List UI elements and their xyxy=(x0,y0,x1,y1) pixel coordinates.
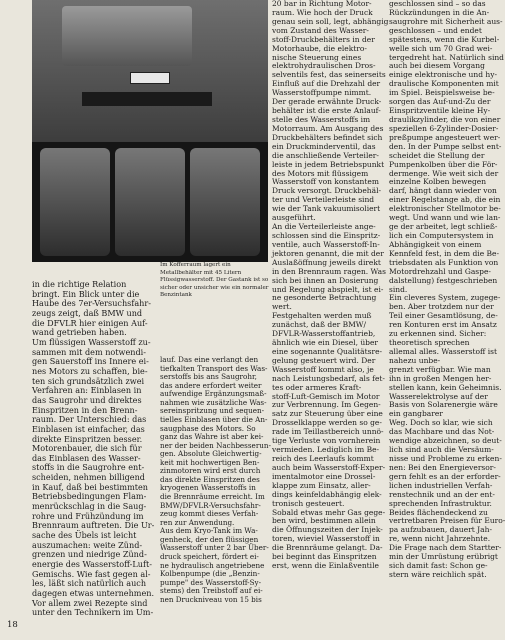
text-line: stoffs in die Saugrohre ent- xyxy=(32,462,145,473)
text-line: draulische Komponenten mit xyxy=(389,79,499,89)
text-line: ren Konturen erst im Ansatz xyxy=(389,320,497,330)
text-line: kryogenen Wasserstoffs in xyxy=(160,483,256,493)
text-line: Festgehalten werden muß xyxy=(272,311,372,321)
bmw-hydrogen-car-photo xyxy=(32,0,268,262)
text-line: An die Verteilerleiste ange- xyxy=(272,222,376,232)
text-line: spätestens, wenn die Kurbel- xyxy=(389,34,500,44)
text-column-2 xyxy=(160,356,272,604)
text-line: pa aufzubauen, dauert Jah- xyxy=(389,525,493,535)
text-line: auch beim Wasserstoff-Exper- xyxy=(272,462,386,472)
text-line: Brennraum auftreten. Die Ur- xyxy=(32,520,155,531)
text-line: tes oder armeres Kraft- xyxy=(272,382,362,392)
text-line: vom Zustand des Wasser- xyxy=(272,25,369,35)
text-line: Wasserstoffpumpe nimmt. xyxy=(272,88,372,98)
text-line: re, wenn nicht Jahrzehnte. xyxy=(389,534,491,544)
text-line: Die Frage nach dem Startter- xyxy=(389,543,502,553)
text-line: nahezu unbe- xyxy=(389,355,441,365)
text-line: Abhängigkeit von einem xyxy=(389,239,482,249)
text-line: zinmotoren wird erst durch xyxy=(160,466,261,476)
text-line: wegt. Und wann und wie lan- xyxy=(389,213,501,223)
text-line: Kennfeld fest, in dem die Be- xyxy=(389,248,499,258)
text-line: preßpumpe angesteuert wer- xyxy=(389,132,501,142)
text-line: Wasserstoff kommt also, je xyxy=(272,364,374,374)
text-line: Drosselklappe werden so ge- xyxy=(272,418,382,428)
text-line: rohre und Frühzündung im xyxy=(32,510,144,521)
text-line: unter den Technikern im Um- xyxy=(32,607,154,618)
text-line: pumpe" des Wasserstoff-Sy- xyxy=(160,577,262,587)
text-line: selventils fest, das seinerseits xyxy=(272,70,386,80)
text-line: die Brennräume erreicht. Im xyxy=(160,492,265,501)
text-line: ihn in großen Mengen her- xyxy=(389,373,492,383)
text-line: sich bei ihnen an Dosierung xyxy=(272,275,379,285)
text-line: die Öffnungszeiten der Injek- xyxy=(272,525,383,535)
text-line: vermieden. Lediglich im Be- xyxy=(272,445,380,455)
text-line: Verfahren an: Einblasen in xyxy=(32,385,142,396)
text-line: ganz das Wahre ist aber kei- xyxy=(160,432,264,442)
text-line: das direkte Einspritzen des xyxy=(160,474,260,484)
text-line: Basis von Solarenergie wäre xyxy=(389,400,498,410)
text-line: stellen kann, kein Geheimnis. xyxy=(389,382,502,392)
text-line: genheck, der den flüssigen xyxy=(160,534,259,544)
license-plate xyxy=(130,72,170,84)
text-line: BMW/DFVLR-Versuchsfahr- xyxy=(160,500,261,510)
text-line: Gemischs. Wie fast gegen al- xyxy=(32,568,151,579)
text-line: ein Druckminderventil, das xyxy=(272,141,376,151)
text-line: jektoren genannt, die mit der xyxy=(272,248,384,258)
text-line: Weg. Doch so klar, wie sich xyxy=(389,418,493,428)
text-line: ren zur Anwendung. xyxy=(160,517,235,527)
text-line: min der Umrüstung erübrigt xyxy=(389,552,498,562)
text-line: serstoffs bis ans Saugrohr, xyxy=(160,372,257,382)
text-line: satz zur Steuerung über eine xyxy=(272,409,383,419)
text-line: geschlossen – und endet xyxy=(389,25,482,35)
text-line: klappe zum Einsatz, aller- xyxy=(272,480,371,490)
text-line: erst, wenn die Einlaßventile xyxy=(272,561,379,571)
text-line: zu erkennen sind. Sicher: xyxy=(389,329,487,339)
text-line: gelung gesteuert wird. Der xyxy=(272,355,376,365)
text-line: auszumachen: weite Zünd- xyxy=(32,539,143,550)
text-line: ben. Aber trotzdem nur der xyxy=(389,302,494,312)
text-line: ne gesonderte Betrachtung xyxy=(272,293,377,303)
text-line: raum. Wie hoch der Druck xyxy=(272,7,373,17)
text-line: genau sein soll, legt, abhängig xyxy=(272,16,389,26)
text-line: das Einblasen des Wasser- xyxy=(32,452,141,463)
text-line: im Spiel. Beispielsweise be- xyxy=(389,88,495,98)
text-line: draulikzylinder, die von einer xyxy=(389,114,501,124)
text-line: nach Leistungsbedarf, als fet- xyxy=(272,373,385,383)
text-line: Einblasen ist einfacher, das xyxy=(32,423,145,434)
text-line: ein gangbarer xyxy=(389,409,443,419)
text-line: tiefkalten Transport des Was- xyxy=(160,363,268,373)
text-line: geschlossen sind – so das xyxy=(389,0,486,8)
text-line: menrückschlag in die Saug- xyxy=(32,501,147,512)
text-line: tielles Einblasen über die An- xyxy=(160,414,268,424)
text-line: des Motors mit flüssigem xyxy=(272,168,369,178)
text-line: in den Brennraum ragen. Was xyxy=(272,266,386,276)
text-line: stoff-Druckbehälters in der xyxy=(272,34,375,44)
text-line: nen Druckniveau von 15 bis xyxy=(160,594,262,604)
text-line: ben wird, bestimmen allein xyxy=(272,516,376,526)
text-line: Rückzündungen in die An- xyxy=(389,7,490,17)
text-line: stoff-Luft-Gemisch im Motor xyxy=(272,391,380,401)
text-line: sind. xyxy=(389,284,408,294)
open-trunk-tank xyxy=(62,6,192,66)
text-line: gen. Absolute Gleichwertig- xyxy=(160,449,262,459)
text-line: ner der beiden Nachbesserun- xyxy=(160,440,271,450)
text-line: scheidet die Stellung der xyxy=(389,150,485,160)
text-line: allemal alles. Wasserstoff ist xyxy=(389,346,497,356)
text-line: imentalmotor eine Drossel- xyxy=(272,471,376,481)
text-line: Einfluß auf die Drehzahl der xyxy=(272,79,381,89)
text-line: stern wäre reichlich spät. xyxy=(389,570,487,579)
text-line: dings keinfeldabhängig elek- xyxy=(272,489,382,499)
text-line: nisse und Probleme zu erken- xyxy=(389,454,502,464)
text-line: dagegen etwas unternehmen. xyxy=(32,588,155,598)
text-line: saugrohre mit Sicherheit aus- xyxy=(389,16,503,26)
text-line: Der gerade erwähnte Druck- xyxy=(272,97,382,107)
text-line: Motorenbauer, die sich für xyxy=(32,443,142,454)
text-line: ne hydraulisch angetriebene xyxy=(160,560,265,570)
text-line: Einspritzventile kleine Hy- xyxy=(389,106,491,116)
text-line: den. In der Pumpe selbst ent- xyxy=(389,141,502,151)
text-line: behälter ist die erste Anlauf- xyxy=(272,106,381,116)
text-line: welle sich um 70 Grad wei- xyxy=(389,43,493,53)
text-line: bei beginnt das Einspritzen xyxy=(272,552,377,562)
text-line: reich des Leerlaufs kommt xyxy=(272,454,374,464)
text-line: vertretbaren Preisen für Euro- xyxy=(389,516,505,526)
text-line: Vor allem zwei Rezepte sind xyxy=(32,597,148,608)
text-line: tergedreht hat. Natürlich sind xyxy=(389,52,504,62)
text-line: das Saugrohr und direktes xyxy=(32,394,142,405)
text-line: scheiden, nehmen billigend xyxy=(32,472,145,483)
text-line: sprechenden Infrastruktur. xyxy=(389,498,492,508)
page-number: 18 xyxy=(7,620,18,630)
text-line: zunächst, daß der BMW/ xyxy=(272,320,367,330)
text-line: nes Motors zu schaffen, bie- xyxy=(32,365,148,376)
text-line: Druckbehälters befindet sich xyxy=(272,132,383,142)
text-line: Um flüssigen Wasserstoff zu- xyxy=(32,336,151,347)
text-line: zur Verbrennung. Im Gegen- xyxy=(272,400,381,410)
text-line: ausgeführt. xyxy=(272,213,316,223)
text-line: Teil einer Gesamtlösung, de- xyxy=(389,311,498,321)
text-line: lich ein Computersystem in xyxy=(389,230,494,240)
text-line: zeugs zeigt, daß BMW und xyxy=(32,307,143,318)
text-line: Haube des 7er-Versuchsfahr- xyxy=(32,298,151,309)
text-line: Motorraum. Am Ausgang des xyxy=(272,123,384,133)
text-line: grenzt verfügbar. Wie man xyxy=(389,364,491,374)
text-line: toren, wieviel Wasserstoff in xyxy=(272,534,380,544)
text-line: wendige abzeichnen, so deut- xyxy=(389,436,502,446)
text-line: zeug kommt dieses Verfah- xyxy=(160,509,259,519)
text-line: grenzen und niedrige Zünd- xyxy=(32,549,147,560)
text-line: Wasserelektrolyse auf der xyxy=(389,391,488,401)
text-line: auch bei diesem Vorgang xyxy=(389,61,485,71)
text-line: und Regelung abspielt, ist ei- xyxy=(272,284,384,294)
car-engine-3 xyxy=(190,148,260,256)
text-line: sache des Übels ist leicht xyxy=(32,530,137,541)
text-line: in Kauf, daß bei bestimmten xyxy=(32,481,148,492)
text-line: ge der arbeitet, legt schließ- xyxy=(389,222,498,232)
text-line: gern fehlt es an der erforder- xyxy=(389,471,501,481)
text-line: in die richtige Relation xyxy=(32,279,127,289)
text-line: die Brennräume gelangt. Da- xyxy=(272,543,383,553)
text-line: stelle des Wasserstoffs im xyxy=(272,114,371,124)
text-line: triebsdaten als Funktion von xyxy=(389,257,499,267)
text-line: Kolbenpumpe (die „Benzin- xyxy=(160,569,260,579)
text-line: leiste in jedem Betriebspunkt xyxy=(272,159,385,169)
rear-lights xyxy=(82,92,212,106)
text-line: wie der Tank vakuumisoliert xyxy=(272,204,381,214)
text-line: die DFVLR hier einigen Auf- xyxy=(32,317,148,328)
text-column-4 xyxy=(389,0,505,580)
text-line: dermenge. Wie weit sich der xyxy=(389,168,499,178)
text-line: die anschließende Verteiler- xyxy=(272,150,379,160)
text-line: das Machbare und das Not- xyxy=(389,427,495,437)
text-line: schlossen sind die Einspritz- xyxy=(272,230,381,240)
text-line: bringt. Ein Blick unter die xyxy=(32,288,140,299)
text-line: Beides flächendeckend zu xyxy=(389,507,488,517)
text-line: dalstellung) festgeschrieben xyxy=(389,275,498,285)
text-line: Pumpenkolben über die För- xyxy=(389,159,498,169)
text-line: saugphase des Motors. So xyxy=(160,423,256,433)
car-engine-2 xyxy=(115,148,185,256)
text-line: das andere erfordert weiter xyxy=(160,380,262,390)
text-line: sammen mit dem notwendi- xyxy=(32,346,146,357)
text-line: elektrohydraulischen Dros- xyxy=(272,61,376,71)
text-line: gen Sauerstoff ins Innere ei- xyxy=(32,356,149,367)
text-line: Auslaßöffnung jeweils direkt xyxy=(272,257,381,267)
text-line: ähnlich wie ein Diesel, über xyxy=(272,338,378,348)
text-line: wand getrieben haben. xyxy=(32,327,127,338)
text-line: direkte Einspritzen besser. xyxy=(32,433,143,444)
text-line: lich sind auch die Versäum- xyxy=(389,445,494,455)
text-line: stems) den Treibstoff auf ei- xyxy=(160,586,263,596)
text-line: renstechnik und an der ent- xyxy=(389,489,495,499)
text-line: Motorhaube, die elektro- xyxy=(272,43,367,53)
text-line: darf, hängt dann wieder von xyxy=(389,186,497,196)
text-line: aufwendige Ergänzungsmaß- xyxy=(160,389,267,399)
text-line: sich damit fast: Schon ge- xyxy=(389,561,488,571)
text-line: wert. xyxy=(272,302,292,312)
text-line: eine sogenannte Qualitätsre- xyxy=(272,346,383,356)
text-line: raum. Der Unterschied: das xyxy=(32,414,147,425)
text-line: DFVLR-Wasserstoffantrieb, xyxy=(272,329,376,339)
text-line: lichen industriellen Verfah- xyxy=(389,480,493,490)
text-line: Motordrehzahl und Gaspe- xyxy=(389,266,491,276)
car-engine-1 xyxy=(40,148,110,256)
text-line: Wasserstoff von konstantem xyxy=(272,177,379,187)
text-line: sereinspritzung und sequen- xyxy=(160,406,265,416)
text-line: Wasserstoff unter 2 bar Über- xyxy=(160,543,269,553)
text-line: nahmen wie zusätzliche Was- xyxy=(160,397,267,407)
text-line: les, läßt sich natürlich auch xyxy=(32,578,147,589)
text-line: einzelne Kolben bewegen xyxy=(389,177,487,187)
text-column-1 xyxy=(32,280,154,618)
text-line: einer Regelstange ab, die ein xyxy=(389,195,501,205)
text-line: ter und Verteilerleiste sind xyxy=(272,195,375,205)
text-line: ventile, auch Wasserstoff-In- xyxy=(272,239,380,249)
text-line: sorgen das Auf-und-Zu der xyxy=(389,97,491,107)
text-line: druck speichert, fördert ei- xyxy=(160,551,259,561)
text-line: Betriebsbedingungen Flam- xyxy=(32,491,147,502)
text-line: tige Verluste von vornherein xyxy=(272,436,381,446)
text-line: rade im Teillastbereich unnö- xyxy=(272,427,384,437)
text-line: Ein cleveres System, zugege- xyxy=(389,293,501,303)
text-line: Einspritzen in den Brenn- xyxy=(32,404,138,415)
text-line: keit mit hochwertigen Ben- xyxy=(160,457,260,467)
text-line: nische Steuerung eines xyxy=(272,52,362,62)
text-line: energie des Wasserstoff-Luft- xyxy=(32,559,152,570)
text-line: Aus dem Kryo-Tank im Wa- xyxy=(160,526,258,536)
text-line: speziellen 6-Zylinder-Dosier- xyxy=(389,123,499,133)
text-line: elektronischer Stellmotor be- xyxy=(389,204,501,214)
text-line: nen: Bei den Energieversor- xyxy=(389,462,496,472)
text-line: einige elektronische und hy- xyxy=(389,70,498,80)
text-line: lauf. Das eine verlangt den xyxy=(160,355,259,364)
photo-caption: Im Kofferraum lagert ein Metallbehälter mit 45 Litern Flüssigwasserstoff. Der Gastank ist so sicher oder unsicher wie ein normaler Benzintank xyxy=(160,262,269,299)
text-column-3 xyxy=(272,0,388,571)
text-line: 20 bar in Richtung Motor- xyxy=(272,0,372,8)
text-line: Druck versorgt. Druckbehäl- xyxy=(272,186,381,196)
text-line: theoretisch sprechen xyxy=(389,338,470,348)
text-line: ten sich grundsätzlich zwei xyxy=(32,375,145,386)
text-line: Sobald etwas mehr Gas gege- xyxy=(272,507,386,517)
text-line: tronisch gesteuert. xyxy=(272,498,345,508)
